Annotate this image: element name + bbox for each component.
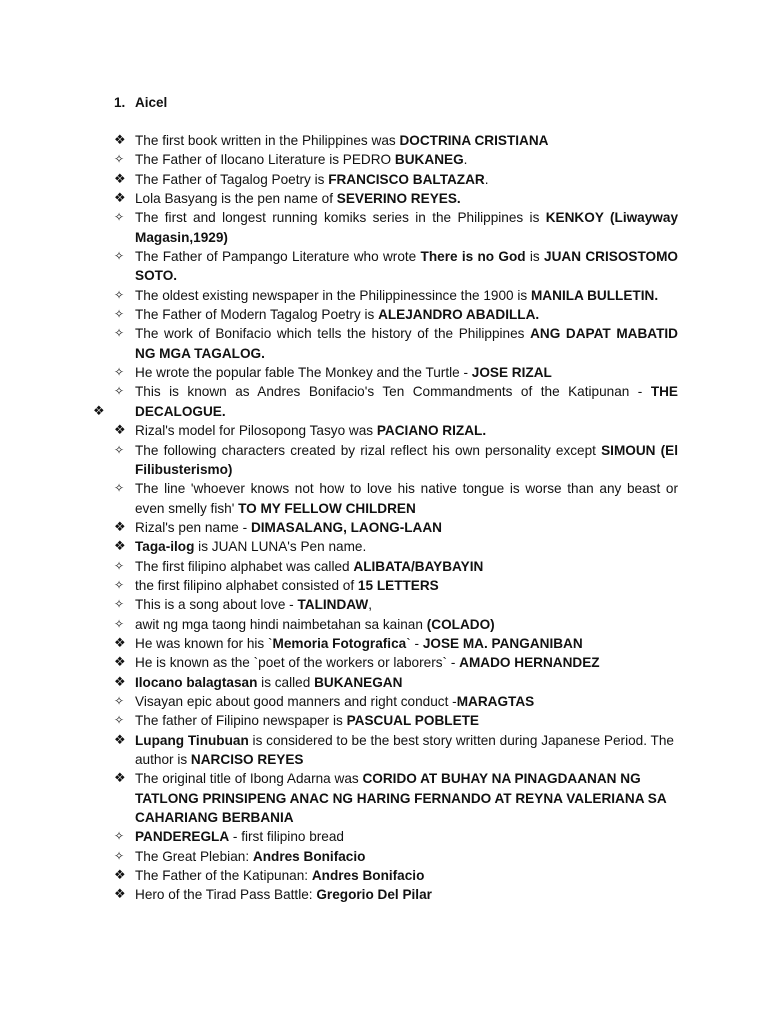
item-text: - first filipino bread: [229, 829, 344, 845]
list-item-text: [135, 887, 432, 902]
four-diamond-bullet-icon: ❖: [114, 732, 126, 748]
four-diamond-outline-bullet-icon: ✧: [114, 713, 125, 728]
bold-answer: There is no God: [420, 249, 526, 265]
list-item-text: [135, 172, 489, 187]
item-text: Hero of the Tirad Pass Battle:: [135, 887, 317, 903]
item-text: The Father of Tagalog Poetry is: [135, 171, 329, 187]
list-item-text: [135, 559, 483, 574]
item-text: Visayan epic about good manners and right conduct -: [135, 693, 457, 709]
list-item-text: [135, 578, 439, 593]
bold-answer: MANILA BULLETIN.: [530, 287, 659, 303]
list-item: [114, 769, 678, 827]
four-diamond-bullet-icon: ❖: [114, 635, 126, 651]
item-text: The oldest existing newspaper in the Philippinessince the 1900 is: [135, 287, 531, 303]
bold-answer: Andres Bonifacio: [311, 868, 425, 884]
item-text: is JUAN LUNA's Pen name.: [194, 539, 367, 555]
bold-answer: Memoria Fotografica: [272, 635, 407, 651]
list-item: [114, 731, 678, 770]
list-item: [114, 247, 678, 286]
four-diamond-outline-bullet-icon: ✧: [114, 829, 125, 844]
list-item-text: [135, 771, 666, 825]
list-item: [114, 150, 678, 169]
list-item: [114, 286, 678, 305]
list-item: [114, 305, 678, 324]
item-text: Lola Basyang is the pen name of: [135, 191, 337, 207]
bold-answer: DIMASALANG, LAONG-LAAN: [250, 519, 442, 535]
list-item-text: [135, 210, 678, 244]
item-text: The Father of Modern Tagalog Poetry is: [135, 307, 379, 323]
list-item: [114, 847, 678, 866]
bold-answer: KENKOY (Liwayway Magasin,1929): [135, 210, 679, 245]
four-diamond-outline-bullet-icon: ✧: [114, 616, 125, 631]
trivia-list: [93, 131, 679, 905]
bold-answer: JOSE MA. PANGANIBAN: [422, 635, 583, 651]
bold-answer: 15 LETTERS: [357, 577, 439, 593]
list-item-text: [135, 443, 678, 477]
four-diamond-outline-bullet-icon: ✧: [114, 152, 125, 167]
list-item-text: [135, 384, 678, 418]
bold-answer: MARAGTAS: [456, 693, 535, 709]
list-item: [114, 576, 678, 595]
list-item: [114, 885, 678, 904]
four-diamond-bullet-icon: ❖: [114, 771, 126, 787]
list-item-text: [135, 617, 495, 632]
bold-answer: Gregorio Del Pilar: [316, 887, 432, 903]
list-item-text: [135, 423, 486, 438]
four-diamond-outline-bullet-icon: ✧: [114, 365, 125, 380]
item-text: is considered to be the best story written during Japanese Period. The author is: [135, 732, 674, 767]
four-diamond-bullet-icon: ❖: [114, 539, 126, 555]
list-item: [114, 615, 678, 634]
item-text: The father of Filipino newspaper is: [135, 713, 347, 729]
bold-answer: PASCUAL POBLETE: [346, 713, 480, 729]
list-item: [114, 208, 678, 247]
item-text: .: [484, 171, 489, 187]
item-text: He wrote the popular fable The Monkey and the Turtle -: [135, 365, 472, 381]
bold-answer: Lupang Tinubuan: [135, 732, 249, 748]
four-diamond-bullet-icon: ❖: [114, 674, 126, 690]
list-item: [114, 518, 678, 537]
bold-answer: BUKANEG: [394, 152, 464, 168]
list-item: [114, 189, 678, 208]
list-item: [114, 441, 678, 480]
bold-answer: NARCISO REYES: [190, 752, 304, 767]
four-diamond-bullet-icon: ❖: [114, 868, 126, 884]
bold-answer: BUKANEGAN: [314, 674, 403, 690]
list-item-text: [135, 868, 424, 883]
item-text: is: [525, 249, 545, 265]
bold-answer: Andres Bonifacio: [252, 848, 366, 864]
bold-answer: Taga-ilog: [135, 539, 195, 555]
bold-answer: THE DECALOGUE.: [135, 384, 678, 419]
list-item: [114, 324, 678, 363]
bold-answer: SIMOUN (El Filibusterismo): [135, 442, 678, 477]
four-diamond-bullet-icon: ❖: [114, 191, 126, 207]
bold-answer: JOSE RIZAL: [471, 365, 552, 381]
four-diamond-outline-bullet-icon: ✧: [114, 384, 125, 399]
list-item-text: [135, 191, 461, 206]
four-diamond-outline-bullet-icon: ✧: [114, 577, 125, 592]
bold-answer: FRANCISCO BALTAZAR: [328, 171, 485, 187]
four-diamond-bullet-icon: ❖: [114, 423, 126, 439]
list-item: [114, 557, 678, 576]
list-item-text: [135, 249, 678, 283]
bold-answer: ANG DAPAT MABATID NG MGA TAGALOG.: [135, 326, 678, 361]
list-item-text: [135, 597, 372, 612]
list-item-text: [135, 694, 534, 709]
four-diamond-outline-bullet-icon: ✧: [114, 848, 125, 863]
bold-answer: ALIBATA/BAYBAYIN: [353, 558, 484, 574]
list-item-text: [135, 288, 658, 303]
item-text: This is a song about love -: [135, 597, 298, 613]
four-diamond-outline-bullet-icon: ✧: [114, 210, 125, 225]
list-item: [114, 673, 678, 692]
bold-answer: ALEJANDRO ABADILLA.: [378, 307, 540, 323]
item-text: He is known as the `poet of the workers or laborers` -: [135, 655, 460, 671]
item-text: The first book written in the Philippines was: [135, 133, 400, 148]
list-item: [114, 537, 678, 556]
list-item: [114, 595, 678, 614]
section-title: Aicel: [135, 95, 168, 110]
bold-answer: AMADO HERNANDEZ: [459, 655, 600, 671]
item-text: ,: [368, 597, 372, 613]
item-text: The Father of the Katipunan:: [135, 868, 312, 884]
four-diamond-bullet-icon: ❖: [114, 887, 126, 903]
list-item: [114, 711, 678, 730]
item-text: Rizal's pen name -: [135, 519, 251, 535]
list-item-text: [135, 481, 678, 515]
four-diamond-bullet-icon: ❖: [114, 133, 126, 148]
list-item-text: [135, 636, 583, 651]
four-diamond-bullet-icon: ❖: [114, 171, 126, 187]
list-item-text: [135, 152, 467, 167]
item-text: The first filipino alphabet was called: [135, 558, 354, 574]
four-diamond-outline-bullet-icon: ✧: [114, 287, 125, 302]
list-item-text: [135, 713, 479, 728]
item-text: The original title of Ibong Adarna was: [135, 771, 363, 787]
list-item-text: [135, 539, 366, 554]
list-item: [114, 653, 678, 672]
four-diamond-bullet-icon: ❖: [114, 519, 126, 535]
four-diamond-outline-bullet-icon: ✧: [114, 249, 125, 264]
list-item-text: [135, 133, 548, 148]
four-diamond-outline-bullet-icon: ✧: [114, 307, 125, 322]
item-text: The Father of Ilocano Literature is PEDRO: [135, 152, 395, 168]
item-text: The first and longest running komiks series in the Philippines is: [135, 210, 546, 226]
item-text: The Great Plebian:: [135, 848, 253, 864]
four-diamond-outline-bullet-icon: ✧: [114, 326, 125, 341]
four-diamond-outline-bullet-icon: ✧: [114, 597, 125, 612]
bold-answer: JUAN CRISOSTOMO SOTO.: [135, 249, 678, 284]
list-item: [114, 692, 678, 711]
bold-answer: Ilocano balagtasan: [135, 674, 258, 690]
section-heading: [114, 93, 167, 112]
list-item: [114, 479, 678, 518]
list-item: [114, 421, 678, 440]
four-diamond-bullet-icon: ❖: [114, 655, 126, 671]
item-text: Rizal's model for Pilosopong Tasyo was: [135, 423, 377, 439]
list-item: [114, 131, 678, 150]
item-text: the first filipino alphabet consisted of: [135, 577, 358, 593]
list-item: [114, 170, 678, 189]
four-diamond-outline-bullet-icon: ✧: [114, 693, 125, 708]
list-item: [114, 634, 678, 653]
item-text: awit ng mga taong hindi naimbetahan sa kainan: [135, 616, 427, 632]
four-diamond-outline-bullet-icon: ✧: [114, 558, 125, 573]
item-text: The Father of Pampango Literature who wrote: [135, 249, 421, 265]
item-text: ` -: [406, 635, 423, 651]
list-item-text: [135, 326, 678, 360]
list-item-text: [135, 849, 365, 864]
bold-answer: SEVERINO REYES.: [336, 191, 461, 207]
item-text: The following characters created by rizal reflect his own personality except: [135, 442, 602, 458]
four-diamond-outline-bullet-icon: ✧: [114, 442, 125, 457]
list-item-text: [135, 675, 402, 690]
list-item-text: [135, 307, 539, 322]
bold-answer: DOCTRINA CRISTIANA: [399, 133, 549, 148]
item-text: is called: [257, 674, 315, 690]
item-text: The work of Bonifacio which tells the history of the Philippines: [135, 326, 531, 342]
list-item: [114, 827, 678, 846]
list-item: [93, 382, 678, 421]
list-item: [114, 363, 678, 382]
list-item: [114, 866, 678, 885]
item-text: He was known for his `: [135, 635, 273, 651]
bold-answer: CORIDO AT BUHAY NA PINAGDAANAN NG TATLONG PRINSIPENG ANAC NG HARING FERNANDO AT REYNA VALERIANA SA CAHARIANG BERBANIA: [135, 771, 667, 826]
list-item-text: [135, 520, 442, 535]
bold-answer: (COLADO): [426, 616, 495, 632]
list-item-text: [135, 365, 552, 380]
list-item-text: [135, 655, 600, 670]
item-text: This is known as Andres Bonifacio's Ten Commandments of the Katipunan -: [135, 384, 651, 400]
section-number: 1.: [114, 95, 126, 110]
four-diamond-bullet-icon: ❖: [93, 403, 105, 419]
four-diamond-outline-bullet-icon: ✧: [114, 481, 125, 496]
bold-answer: TALINDAW: [297, 597, 369, 613]
bold-answer: TO MY FELLOW CHILDREN: [238, 500, 416, 516]
list-item-text: [135, 829, 344, 844]
list-item-text: [135, 733, 674, 767]
item-text: .: [463, 152, 468, 168]
bold-answer: PACIANO RIZAL.: [376, 423, 487, 439]
item-text: The line 'whoever knows not how to love his native tongue is worse than any beast or even smelly fish': [135, 481, 678, 516]
bold-answer: PANDEREGLA: [135, 829, 230, 845]
